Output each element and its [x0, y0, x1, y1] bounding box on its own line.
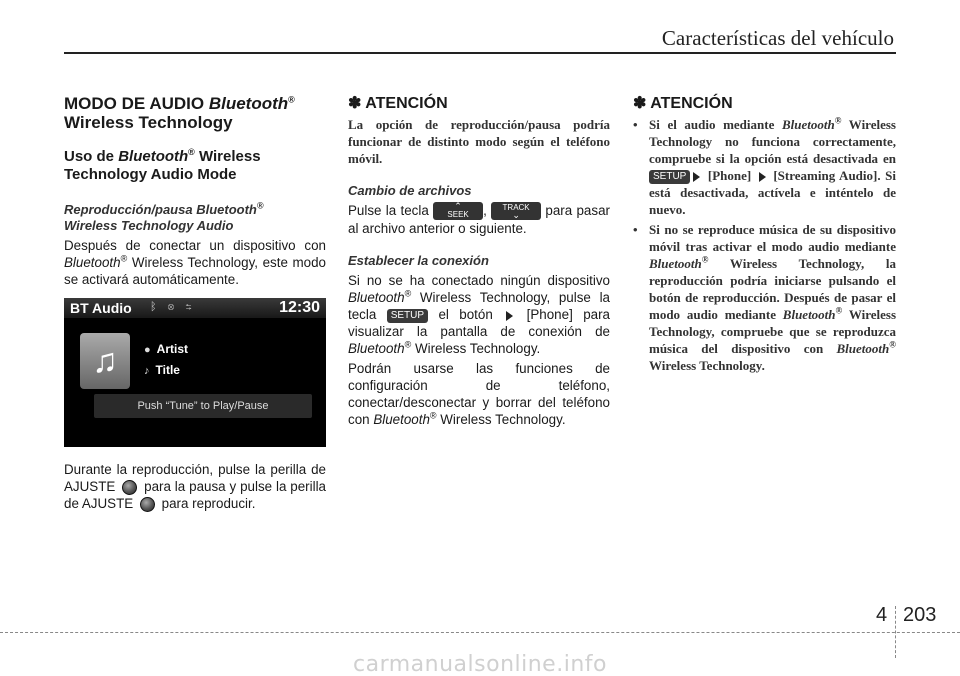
bluetooth-text: Bluetooth: [649, 256, 702, 272]
subheading-text-2: Wireless Technology Audio Mode: [64, 148, 261, 183]
text: para reproducir.: [157, 496, 256, 511]
text: Podrán usarse las funciones de configuración de teléfono, conectar/desconectar y borrar del teléfono con: [348, 361, 610, 428]
text: Si no se ha conectado ningún dispositivo: [348, 273, 610, 289]
bluetooth-text: Bluetooth: [348, 290, 405, 306]
subheading: [64, 148, 326, 184]
seek-label: SEEK: [447, 210, 469, 220]
arrow-right-icon: [693, 172, 700, 182]
bluetooth-text: Bluetooth: [373, 412, 430, 428]
bluetooth-text: Bluetooth: [781, 117, 835, 132]
artist-label: Artist: [156, 342, 188, 356]
column-left: [64, 94, 326, 512]
bullet: •: [633, 117, 638, 132]
text: el botón: [428, 307, 504, 323]
text: Wireless Technology, este modo se activará automáticamente.: [64, 255, 326, 287]
text: Wireless Technology.: [649, 358, 765, 374]
screen-app-title: BT Audio: [70, 300, 132, 316]
chevron-down-icon: ⌄: [512, 210, 520, 221]
text: [Phone]: [703, 168, 756, 183]
registered-mark: ®: [835, 305, 843, 316]
text: Si no se reproduce música de su dispositivo móvil tras activar el modo audio mediante: [649, 222, 896, 255]
arrow-right-icon: [506, 311, 513, 321]
setup-key-icon: SETUP: [387, 309, 428, 323]
arrow-right-icon: [759, 172, 766, 182]
change-files-heading: Cambio de archivos: [348, 183, 472, 198]
seek-key-icon: [433, 202, 483, 220]
text: [Streaming Audio]. Si está desactivada, actívela e inténtelo de nuevo.: [649, 168, 896, 218]
bt-audio-screen: [64, 298, 326, 447]
registered-mark: ®: [256, 200, 264, 211]
person-icon: ●: [144, 344, 151, 356]
text: Wireless Technology, compruebe que se reproduzca música del dispositivo con: [649, 307, 897, 357]
music-note-icon: ♫: [92, 342, 118, 380]
footer-divider: [895, 606, 896, 658]
section-title: Características del vehículo: [661, 26, 894, 50]
track-label: TRACK: [502, 203, 530, 213]
artist-row: [144, 342, 188, 356]
text: ,: [483, 203, 492, 218]
attention-text: La opción de reproducción/pausa podría funcionar de distinto modo según el teléfono móvil.: [348, 117, 610, 166]
attention-heading: ✽ ATENCIÓN: [633, 95, 733, 112]
text: Wireless Technology.: [436, 412, 566, 428]
main-heading: [64, 94, 326, 132]
registered-mark: ®: [288, 94, 295, 105]
tune-knob-icon: [140, 497, 155, 512]
registered-mark: ®: [701, 254, 709, 265]
screen-clock: 12:30: [279, 299, 320, 316]
text: Wireless Technology, la reproducción podría iniciarse pulsando el botón de reproducción. Después de pasar el modo audio mediante: [649, 256, 896, 323]
text: Wireless Technology, pulse la tecla: [348, 290, 610, 323]
column-middle: [348, 94, 610, 428]
footer-rule: [0, 632, 960, 633]
text: Si el audio mediante: [649, 117, 782, 132]
music-note-icon: ♪: [144, 365, 150, 377]
paragraph-functions: [348, 360, 610, 428]
text: Después de conectar un dispositivo con: [64, 238, 326, 253]
text: [Phone] para visualizar la pantalla de conexión de: [348, 307, 611, 340]
text: Durante la reproducción, pulse la perilla de AJUSTE: [64, 462, 326, 494]
attention-bullet-2: [633, 221, 896, 374]
heading-bluetooth: Bluetooth: [208, 94, 289, 113]
tune-prompt: Push “Tune” to Play/Pause: [94, 394, 312, 418]
play-pause-heading-text-2: Wireless Technology Audio: [64, 218, 234, 233]
registered-mark: ®: [889, 339, 896, 350]
connection-heading: Establecer la conexión: [348, 253, 489, 269]
bullet: •: [633, 222, 638, 238]
bluetooth-status-icons: ᛒ ⊗ ⇆: [150, 301, 196, 313]
registered-mark: ®: [188, 147, 195, 157]
registered-mark: ®: [404, 288, 412, 299]
header-rule: [64, 52, 896, 54]
paragraph-pause: [64, 461, 326, 512]
paragraph-connection: [348, 272, 610, 357]
album-art: [80, 333, 130, 389]
column-right: [633, 94, 896, 374]
play-pause-heading: [64, 202, 326, 234]
chapter-number: 4: [876, 604, 888, 626]
paragraph-connect: [64, 237, 326, 288]
text: Wireless Technology.: [411, 341, 541, 357]
text: Wireless Technology no funciona correctamente, compruebe si la opción está desactivada en: [649, 117, 896, 166]
subheading-text: Uso de: [64, 148, 119, 165]
bluetooth-text: Bluetooth: [348, 341, 405, 357]
title-row: [144, 363, 180, 377]
chevron-up-icon: ⌃: [454, 201, 462, 212]
page-number: 203: [903, 604, 937, 626]
registered-mark: ®: [404, 339, 412, 350]
registered-mark: ®: [834, 115, 842, 126]
bluetooth-text: Bluetooth: [782, 307, 836, 323]
text: para pasar al archivo anterior o siguiente.: [348, 203, 610, 237]
setup-key-icon: SETUP: [649, 170, 690, 184]
heading-text: MODO DE AUDIO: [64, 94, 209, 113]
registered-mark: ®: [120, 253, 128, 264]
attention-heading: ✽ ATENCIÓN: [348, 95, 448, 112]
watermark: carmanualsonline.info: [353, 652, 607, 676]
subheading-bluetooth: Bluetooth: [118, 148, 189, 165]
track-key-icon: [491, 202, 541, 220]
tune-knob-icon: [122, 480, 137, 495]
text: Pulse la tecla: [348, 203, 434, 218]
registered-mark: ®: [429, 410, 437, 421]
play-pause-heading-text: Reproducción/pausa Bluetooth: [64, 202, 257, 217]
paragraph-seek-track: [348, 202, 610, 237]
text: para la pausa y pulse la perilla de AJUSTE: [64, 479, 327, 511]
heading-text-2: Wireless Technology: [64, 113, 233, 132]
title-label: Title: [155, 363, 180, 377]
attention-bullet-1: [633, 116, 896, 218]
bluetooth-text: Bluetooth: [836, 341, 890, 357]
bluetooth-text: Bluetooth: [64, 255, 121, 270]
